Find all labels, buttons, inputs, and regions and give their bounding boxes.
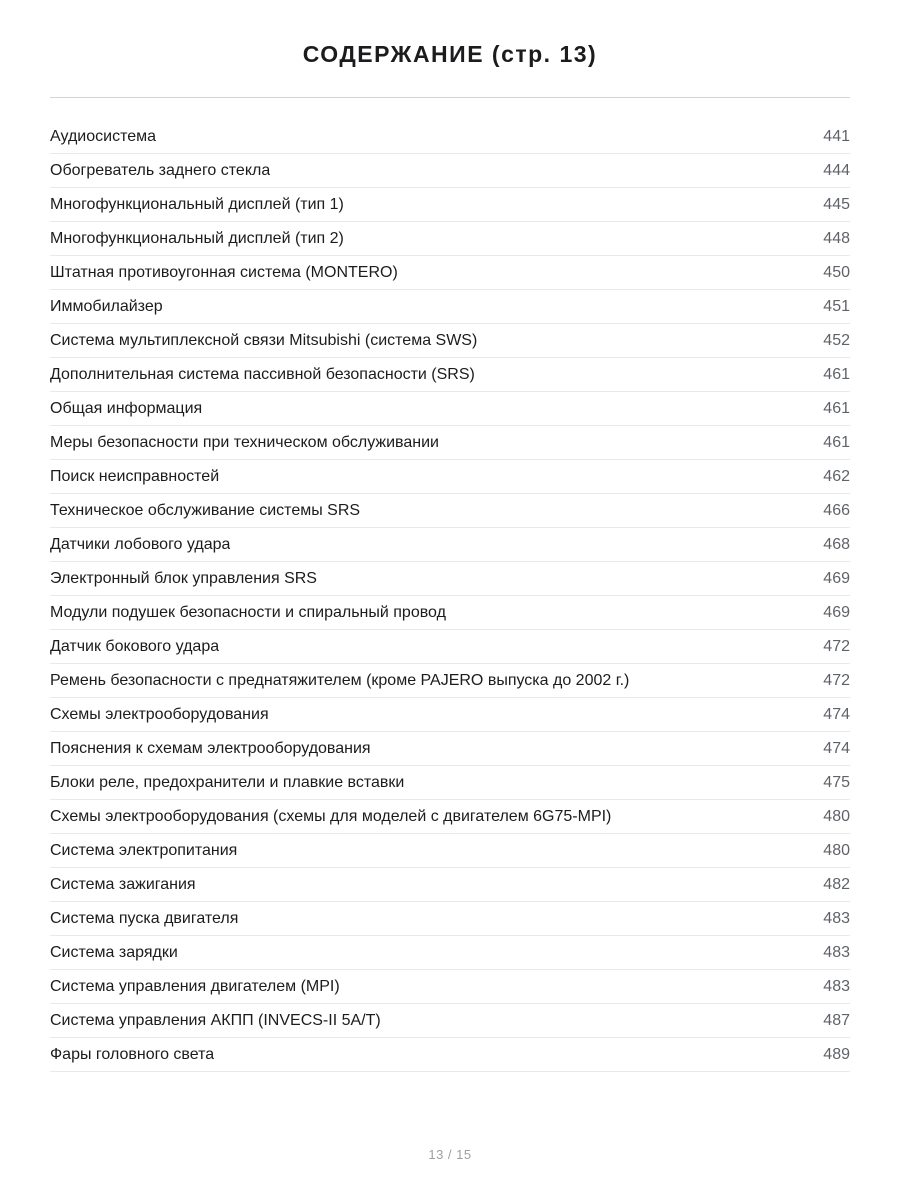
toc-entry-label: Блоки реле, предохранители и плавкие вставки bbox=[50, 773, 405, 791]
toc-entry-page: 461 bbox=[823, 433, 850, 451]
toc-row bbox=[50, 664, 850, 698]
toc-row bbox=[50, 868, 850, 902]
toc-entry-label: Обогреватель заднего стекла bbox=[50, 161, 271, 179]
toc-entry-page: 489 bbox=[823, 1045, 850, 1063]
toc-row bbox=[50, 834, 850, 868]
toc-entry-label: Иммобилайзер bbox=[50, 297, 163, 315]
toc-entry-page: 480 bbox=[823, 841, 850, 859]
toc-row bbox=[50, 902, 850, 936]
toc-entry-page: 468 bbox=[823, 535, 850, 553]
toc-entry-label: Дополнительная система пассивной безопасности (SRS) bbox=[50, 365, 475, 383]
toc-row bbox=[50, 120, 850, 154]
toc-entry-page: 466 bbox=[823, 501, 850, 519]
toc-entry-label: Пояснения к схемам электрооборудования bbox=[50, 739, 371, 757]
toc-entry-page: 441 bbox=[823, 127, 850, 145]
toc-entry-page: 445 bbox=[823, 195, 850, 213]
toc-row bbox=[50, 256, 850, 290]
toc-row bbox=[50, 1004, 850, 1038]
toc-entry-page: 480 bbox=[823, 807, 850, 825]
toc-entry-page: 483 bbox=[823, 943, 850, 961]
toc-entry-label: Модули подушек безопасности и спиральный провод bbox=[50, 603, 446, 621]
toc-row bbox=[50, 732, 850, 766]
toc-entry-label: Поиск неисправностей bbox=[50, 467, 220, 485]
toc-list bbox=[50, 120, 850, 1072]
toc-entry-label: Датчик бокового удара bbox=[50, 637, 220, 655]
toc-entry-page: 472 bbox=[823, 637, 850, 655]
toc-entry-page: 474 bbox=[823, 705, 850, 723]
toc-row bbox=[50, 766, 850, 800]
toc-row bbox=[50, 324, 850, 358]
toc-entry-label: Система мультиплексной связи Mitsubishi (система SWS) bbox=[50, 331, 478, 349]
toc-entry-page: 472 bbox=[823, 671, 850, 689]
toc-entry-page: 450 bbox=[823, 263, 850, 281]
toc-entry-label: Меры безопасности при техническом обслуживании bbox=[50, 433, 439, 451]
toc-row bbox=[50, 188, 850, 222]
toc-row bbox=[50, 426, 850, 460]
toc-entry-label: Схемы электрооборудования bbox=[50, 705, 269, 723]
toc-entry-page: 452 bbox=[823, 331, 850, 349]
toc-entry-page: 462 bbox=[823, 467, 850, 485]
toc-entry-label: Система зарядки bbox=[50, 943, 178, 961]
page-indicator: 13 / 15 bbox=[428, 1147, 472, 1162]
toc-entry-label: Общая информация bbox=[50, 399, 203, 417]
toc-row bbox=[50, 494, 850, 528]
toc-entry-page: 469 bbox=[823, 603, 850, 621]
toc-entry-label: Аудиосистема bbox=[50, 127, 157, 145]
toc-entry-label: Система электропитания bbox=[50, 841, 238, 859]
toc-entry-page: 461 bbox=[823, 365, 850, 383]
toc-entry-page: 474 bbox=[823, 739, 850, 757]
toc-entry-label: Система управления двигателем (MPI) bbox=[50, 977, 340, 995]
toc-entry-label: Фары головного света bbox=[50, 1045, 215, 1063]
toc-entry-label: Система пуска двигателя bbox=[50, 909, 239, 927]
toc-row bbox=[50, 970, 850, 1004]
toc-entry-page: 448 bbox=[823, 229, 850, 247]
toc-entry-page: 483 bbox=[823, 909, 850, 927]
toc-entry-label: Ремень безопасности с преднатяжителем (кроме PAJERO выпуска до 2002 г.) bbox=[50, 671, 630, 689]
toc-entry-page: 451 bbox=[823, 297, 850, 315]
toc-entry-page: 461 bbox=[823, 399, 850, 417]
toc-entry-page: 444 bbox=[823, 161, 850, 179]
toc-row bbox=[50, 154, 850, 188]
toc-entry-page: 483 bbox=[823, 977, 850, 995]
toc-entry-page: 469 bbox=[823, 569, 850, 587]
toc-row bbox=[50, 698, 850, 732]
toc-entry-page: 475 bbox=[823, 773, 850, 791]
toc-row bbox=[50, 800, 850, 834]
toc-row bbox=[50, 290, 850, 324]
toc-row bbox=[50, 596, 850, 630]
title-divider bbox=[50, 97, 850, 98]
toc-row bbox=[50, 392, 850, 426]
page-title: СОДЕРЖАНИЕ (стр. 13) bbox=[302, 41, 598, 67]
toc-entry-label: Электронный блок управления SRS bbox=[50, 569, 317, 587]
toc-row bbox=[50, 562, 850, 596]
toc-row bbox=[50, 528, 850, 562]
toc-row bbox=[50, 630, 850, 664]
toc-entry-label: Многофункциональный дисплей (тип 1) bbox=[50, 195, 344, 213]
toc-row bbox=[50, 936, 850, 970]
toc-entry-page: 482 bbox=[823, 875, 850, 893]
toc-entry-label: Многофункциональный дисплей (тип 2) bbox=[50, 229, 344, 247]
toc-entry-label: Штатная противоугонная система (MONTERO) bbox=[50, 263, 398, 281]
toc-entry-label: Система зажигания bbox=[50, 875, 196, 893]
toc-row bbox=[50, 358, 850, 392]
toc-entry-page: 487 bbox=[823, 1011, 850, 1029]
toc-row bbox=[50, 222, 850, 256]
toc-entry-label: Датчики лобового удара bbox=[50, 535, 231, 553]
toc-entry-label: Система управления АКПП (INVECS-II 5А/Т) bbox=[50, 1011, 381, 1029]
toc-entry-label: Схемы электрооборудования (схемы для моделей с двигателем 6G75-MPI) bbox=[50, 807, 612, 825]
toc-row bbox=[50, 460, 850, 494]
toc-entry-label: Техническое обслуживание системы SRS bbox=[50, 501, 361, 519]
toc-row bbox=[50, 1038, 850, 1072]
